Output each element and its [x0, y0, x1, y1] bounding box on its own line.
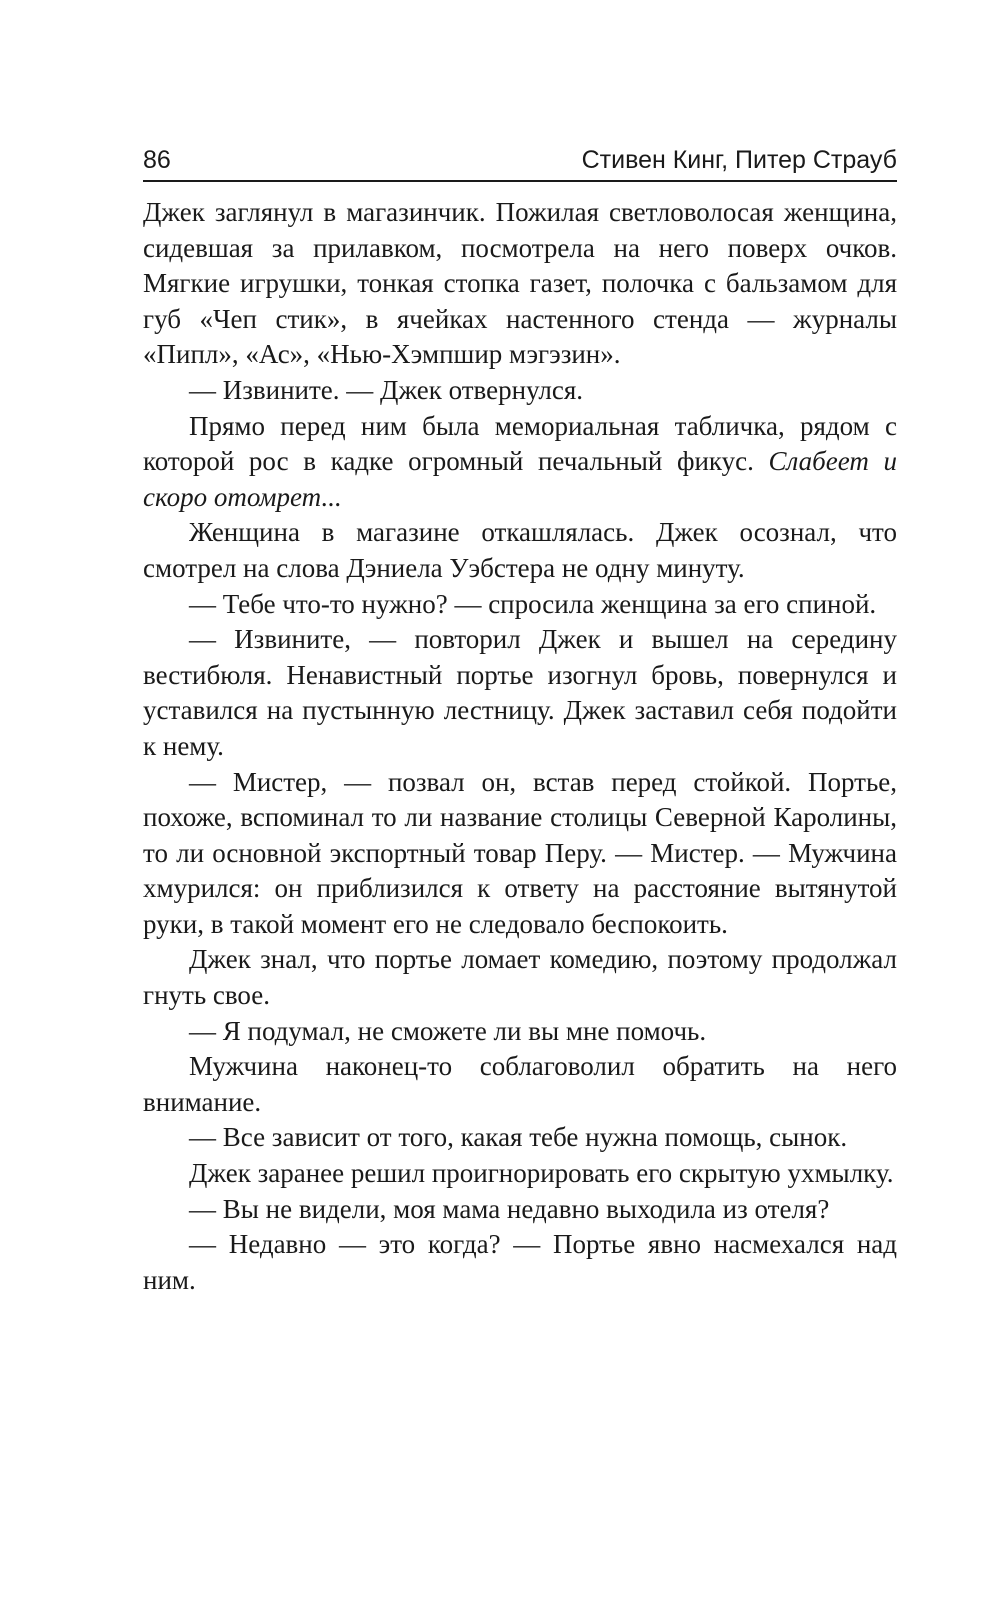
body-text: [143, 195, 897, 1298]
paragraph: — Все зависит от того, какая тебе нужна помощь, сынок.: [189, 1122, 848, 1153]
paragraph: Мужчина наконец-то соблаговолил обратить на него внимание.: [143, 1051, 897, 1117]
paragraph: Женщина в магазине откашлялась. Джек осознал, что смотрел на слова Дэниела Уэбстера не одну минуту.: [143, 517, 897, 583]
running-head: Стивен Кинг, Питер Страуб: [581, 146, 897, 174]
paragraph: — Я подумал, не сможете ли вы мне помочь.: [189, 1015, 707, 1046]
paragraph-text: Прямо перед ним была мемориальная табличка, рядом с которой рос в кадке огромный печальный фикус.: [143, 410, 897, 477]
page-number: 86: [143, 146, 171, 174]
page-header: [143, 144, 897, 182]
paragraph: Джек знал, что портье ломает комедию, поэтому продолжал гнуть свое.: [143, 944, 897, 1011]
paragraph: — Извините. — Джек отвернулся.: [189, 374, 584, 405]
paragraph: — Извините, — повторил Джек и вышел на середину вестибюля. Ненавистный портье изогнул бровь, повернулся и уставился на пустынную лестницу. Джек заставил себя подойти к нему.: [143, 624, 897, 761]
paragraph: — Мистер, — позвал он, встав перед стойкой. Портье, похоже, вспоминал то ли название столицы Северной Каролины, то ли основной экспортный товар Перу. — Мистер. — Мужчина хмурился: он приблизился к ответу на расстояние вытянутой руки, в такой момент его не следовало беспокоить.: [143, 766, 897, 939]
paragraph: Джек заранее решил проигнорировать его скрытую ухмылку.: [189, 1158, 894, 1189]
paragraph: Джек заглянул в магазинчик. Пожилая светловолосая женщина, сидевшая за прилавком, посмотрела на него поверх очков. Мягкие игрушки, тонкая стопка газет, полочка с бальзамом для губ «Чеп стик», в ячейках настенного стенда — журналы «Пипл», «Ас», «Нью-Хэмпшир мэгэзин».: [143, 197, 897, 370]
paragraph: — Недавно — это когда? — Портье явно насмехался над ним.: [143, 1229, 897, 1295]
paragraph: [143, 409, 897, 516]
paragraph: — Вы не видели, моя мама недавно выходила из отеля?: [189, 1193, 830, 1224]
italic-phrase: Слабеет и скоро отомрет...: [143, 446, 897, 512]
paragraph: — Тебе что-то нужно? — спросила женщина за его спиной.: [189, 588, 877, 619]
